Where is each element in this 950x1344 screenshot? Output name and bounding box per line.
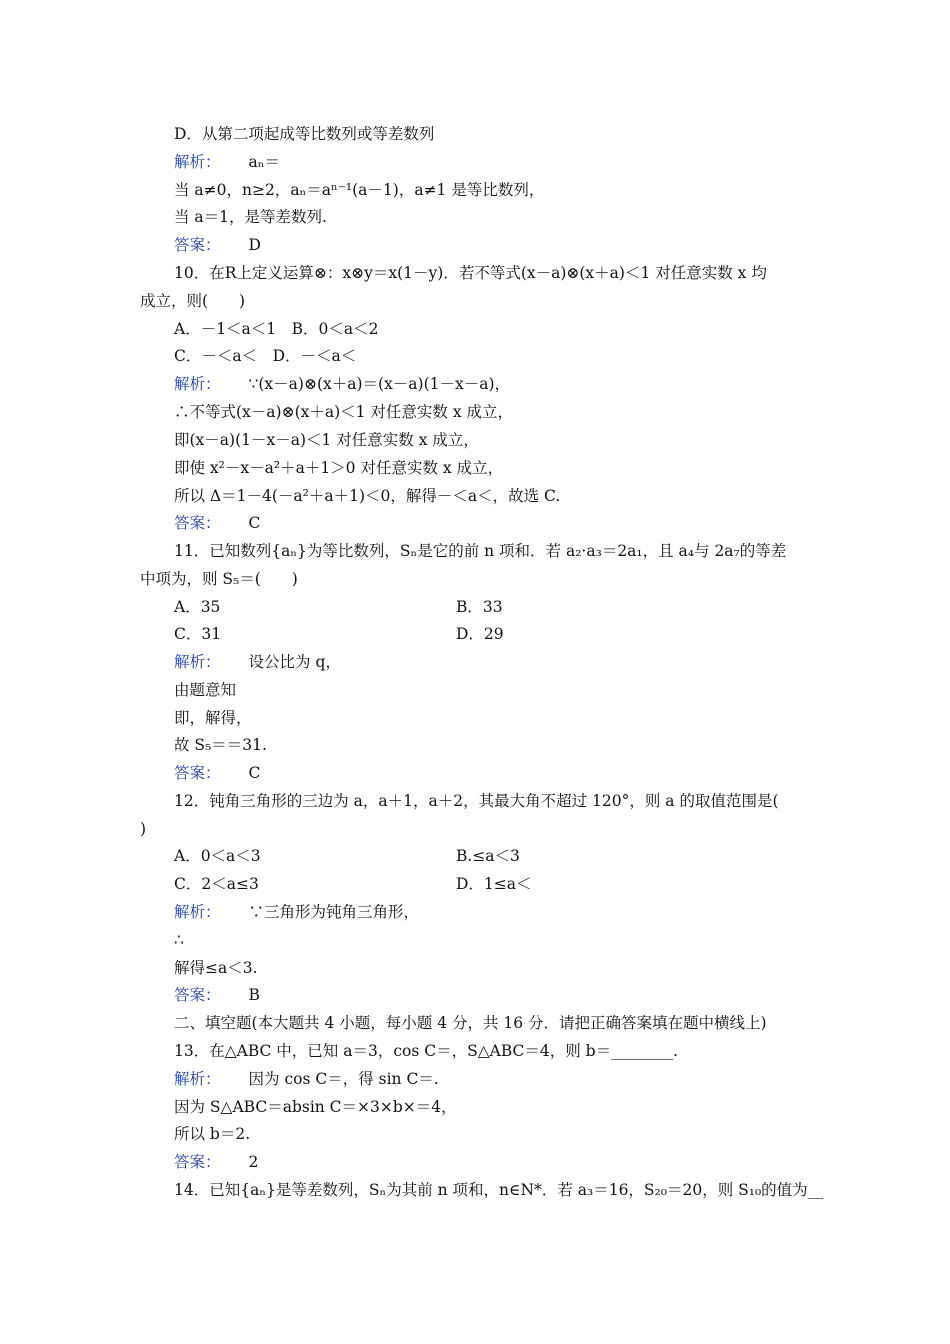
analysis-label: 解析：: [174, 653, 221, 671]
text-line: 解得≤a＜3.: [174, 959, 258, 977]
question-10: 10．在R上定义运算⊗：x⊗y＝x(1－y)．若不等式(x－a)⊗(x＋a)＜1 对任意实数 x 均: [174, 264, 767, 282]
answer-label: 答案：: [174, 514, 221, 532]
text-line: 即，解得，: [174, 709, 252, 727]
answer-label: 答案：: [174, 1153, 221, 1171]
options-line: C．－＜a＜ D．－＜a＜: [174, 347, 357, 365]
text-line: ∴: [174, 931, 184, 949]
answer-line: 答案： D: [174, 236, 261, 254]
answer-label: 答案：: [174, 764, 221, 782]
options-line: C．2＜a≤3 D．1≤a＜: [174, 875, 532, 893]
question-11: 11．已知数列{aₙ}为等比数列，Sₙ是它的前 n 项和．若 a₂·a₃＝2a₁，且 a₄与 2a₇的等差: [174, 542, 787, 560]
analysis-label: 解析：: [174, 153, 221, 171]
question-14: 14．已知{aₙ}是等差数列，Sₙ为其前 n 项和，n∈N*．若 a₃＝16，S₂₀＝20，则 S₁₀的值为__: [174, 1181, 824, 1199]
options-line: A．0＜a＜3 B.≤a＜3: [174, 847, 520, 865]
analysis-line: 解析： aₙ＝: [174, 153, 280, 171]
analysis-line: 解析： ∵三角形为钝角三角形，: [174, 903, 420, 921]
question-13: 13．在△ABC 中，已知 a＝3，cos C＝，S△ABC＝4，则 b＝________.: [174, 1042, 678, 1060]
answer-line: 答案： C: [174, 514, 261, 532]
text-line: 由题意知: [174, 681, 237, 699]
options-line: A．35 B．33: [174, 598, 503, 616]
options-line: A．－1＜a＜1 B．0＜a＜2: [174, 320, 379, 338]
options-line: C．31 D．29: [174, 625, 504, 643]
text-line: ∴不等式(x－a)⊗(x＋a)＜1 对任意实数 x 成立，: [174, 403, 514, 421]
question-12: 12．钝角三角形的三边为 a，a＋1，a＋2，其最大角不超过 120°，则 a 的取值范围是(: [174, 792, 779, 810]
analysis-label: 解析：: [174, 1070, 221, 1088]
analysis-line: 解析： 设公比为 q，: [174, 653, 341, 671]
text-line: 成立，则( ): [140, 292, 246, 310]
text-line: ): [140, 820, 147, 838]
text-line: 中项为，则 S₅＝( ): [140, 570, 298, 588]
text-line: 即(x－a)(1－x－a)＜1 对任意实数 x 成立，: [174, 431, 479, 449]
text-line: 所以 Δ＝1－4(－a²＋a＋1)＜0，解得－＜a＜，故选 C.: [174, 487, 561, 505]
option-d-line: D．从第二项起成等比数列或等差数列: [174, 125, 435, 143]
analysis-line: 解析： ∵(x－a)⊗(x＋a)＝(x－a)(1－x－a)，: [174, 375, 511, 393]
answer-line: 答案： C: [174, 764, 261, 782]
text-line: 故 S₅＝＝31.: [174, 736, 267, 754]
answer-label: 答案：: [174, 986, 221, 1004]
text-line: 当 a＝1，是等差数列.: [174, 208, 327, 226]
answer-label: 答案：: [174, 236, 221, 254]
text-line: 即使 x²－x－a²＋a＋1＞0 对任意实数 x 成立，: [174, 459, 504, 477]
analysis-line: 解析： 因为 cos C＝，得 sin C＝.: [174, 1070, 439, 1088]
text-line: 因为 S△ABC＝absin C＝×3×b×＝4，: [174, 1098, 457, 1116]
text-line: 所以 b＝2.: [174, 1125, 251, 1143]
section-heading: 二、填空题(本大题共 4 小题，每小题 4 分，共 16 分．请把正确答案填在题中横线上): [174, 1014, 767, 1032]
analysis-label: 解析：: [174, 375, 221, 393]
analysis-label: 解析：: [174, 903, 221, 921]
text-line: 当 a≠0，n≥2，aₙ＝aⁿ⁻¹(a－1)，a≠1 是等比数列，: [174, 181, 545, 199]
answer-line: 答案： 2: [174, 1153, 259, 1171]
answer-line: 答案： B: [174, 986, 260, 1004]
